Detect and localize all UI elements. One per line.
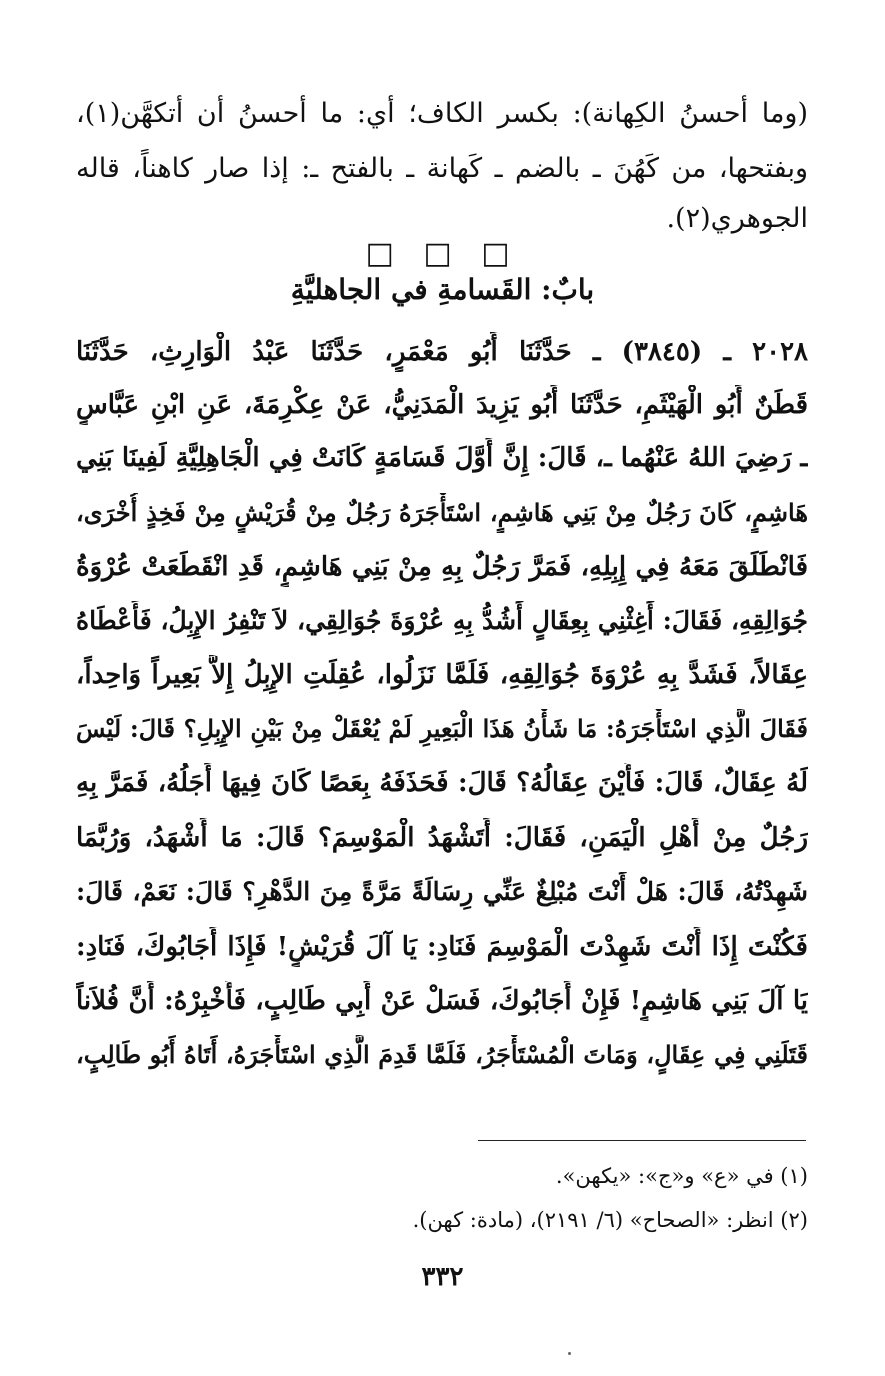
scan-speck [568,1352,571,1355]
intro-line-2: وبفتحها، من كَهُنَ ـ بالضم ـ كَهانة ـ بالفتح ـ: إذا صار كاهناً، قاله [76,153,808,184]
hadith-line-1: ٢٠٢٨ ـ (٣٨٤٥) ـ حَدَّثَنَا أَبُو مَعْمَرٍ، حَدَّثَنَا عَبْدُ الْوَارِثِ، حَدَّثَنَا [76,337,808,367]
chapter-title: بابٌ: القَسامةِ في الجاهليَّةِ [290,273,595,306]
hadith-line-13: يَا آلَ بَنِي هَاشِمٍ! فَإِنْ أَجَابُوكَ، فَسَلْ عَنْ أَبِي طَالِبٍ، فَأَخْبِرْهُ: أَنَّ فُلاَناً [76,986,808,1016]
hadith-line-6: جُوَالِقِهِ، فَقَالَ: أَغِثْنِي بِعِقَالٍ أَشُدُّ بِهِ عُرْوَةَ جُوَالِقِي، لاَ تَنْفِرُ الإِبِلُ، فَأَعْطَاهُ [76,606,808,635]
intro-line-1: (وما أحسنُ الكِهانة): بكسر الكاف؛ أي: ما أحسنُ أن أتكهَّن(١)، [76,98,808,129]
hadith-line-14: قَتَلَنِي فِي عِقَالٍ، وَمَاتَ الْمُسْتَأْجَرُ، فَلَمَّا قَدِمَ الَّذِي اسْتَأْجَرَهُ، أَتَاهُ أَبُو طَالِبٍ، [76,1040,808,1069]
hadith-line-9: لَهُ عِقَالٌ، قَالَ: فَأَيْنَ عِقَالُهُ؟ قَالَ: فَحَذَفَهُ بِعَصًا كَانَ فِيهَا أَجَلُهُ، فَمَرَّ بِهِ [76,768,808,798]
page-number: ٣٣٢ [421,1262,464,1292]
hadith-line-11: شَهِدْتُهُ، قَالَ: هَلْ أَنْتَ مُبْلِغٌ عَنِّي رِسَالَةً مَرَّةً مِنَ الدَّهْرِ؟ قَالَ: نَعَمْ، قَالَ: [76,877,808,906]
hadith-line-5: فَانْطَلَقَ مَعَهُ فِي إِبِلِهِ، فَمَرَّ رَجُلٌ بِهِ مِنْ بَنِي هَاشِمٍ، قَدِ انْقَطَعَتْ عُرْوَةُ [76,552,808,582]
hadith-line-7: عِقَالاً، فَشَدَّ بِهِ عُرْوَةَ جُوَالِقِهِ، فَلَمَّا نَزَلُوا، عُقِلَتِ الإِبِلُ إِلاَّ بَعِيراً وَاحِداً، [76,660,808,690]
hadith-line-3: ـ رَضِيَ اللهُ عَنْهُما ـ، قَالَ: إِنَّ أَوَّلَ قَسَامَةٍ كَانَتْ فِي الْجَاهِلِيَّةِ لَفِينَا بَنِي [76,443,808,473]
section-divider-ornament: □ □ □ [365,236,520,271]
footnote-separator [478,1140,806,1141]
hadith-line-10: رَجُلٌ مِنْ أَهْلِ الْيَمَنِ، فَقَالَ: أَتَشْهَدُ الْمَوْسِمَ؟ قَالَ: مَا أَشْهَدُ، وَرُبَّمَا [76,823,808,853]
footnote-1: (١) في «ع» و«ج»: «يكهن». [555,1164,808,1188]
hadith-line-8: فَقَالَ الَّذِي اسْتَأْجَرَهُ: مَا شَأْنُ هَذَا الْبَعِيرِ لَمْ يُعْقَلْ مِنْ بَيْنِ الإِبِلِ؟ قَالَ: لَيْسَ [76,714,808,743]
footnote-2: (٢) انظر: «الصحاح» (٦/ ٢١٩١)، (مادة: كهن). [412,1208,808,1232]
hadith-line-2: قَطَنٌ أَبُو الْهَيْثَمِ، حَدَّثَنَا أَبُو يَزِيدَ الْمَدَنِيُّ، عَنْ عِكْرِمَةَ، عَنِ ابْنِ عَبَّاسٍ [76,390,808,420]
intro-line-3: الجوهري(٢). [666,203,808,234]
hadith-line-12: فَكُنْتَ إِذَا أَنْتَ شَهِدْتَ الْمَوْسِمَ فَنَادِ: يَا آلَ قُرَيْشٍ! فَإِذَا أَجَابُوكَ، فَنَادِ: [76,932,808,962]
hadith-line-4: هَاشِمٍ، كَانَ رَجُلٌ مِنْ بَنِي هَاشِمٍ، اسْتَأْجَرَهُ رَجُلٌ مِنْ قُرَيْشٍ مِنْ فَخِذٍ أُخْرَى، [76,498,808,527]
